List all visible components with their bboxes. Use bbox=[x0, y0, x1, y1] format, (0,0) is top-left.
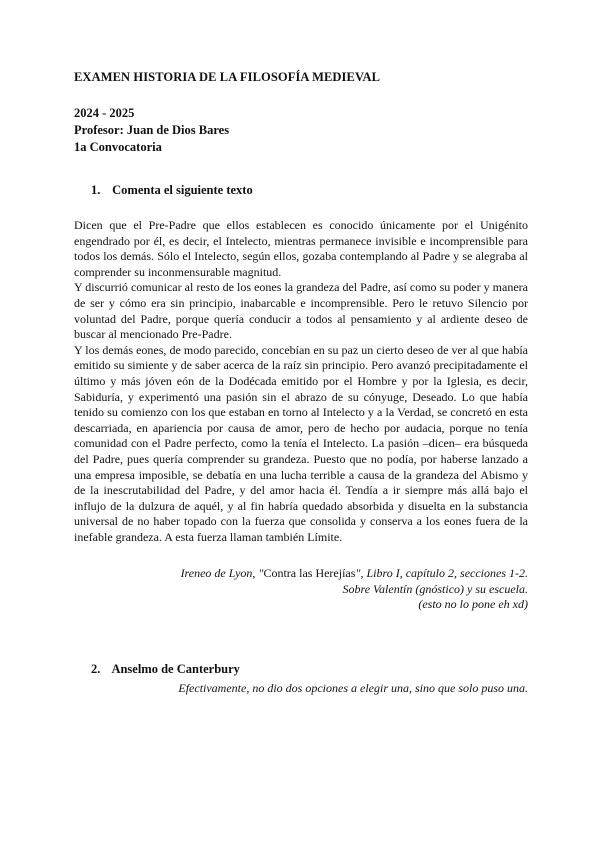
citation-work: Contra las Herejías bbox=[263, 566, 356, 580]
source-paragraph: Y los demás eones, de modo parecido, concebían en su paz un cierto deseo de ver al que había emitido su simiente y de saber acerca de la raíz sin principio. Pero avanzó precipitadamente el último y más jóven eón de la Dodécada emitido por el Hombre y por la Iglesia, es decir, Sabiduría, y experimentó una pasión sin el abrazo de su cónyuge, Deseado. Lo que había tenido su comienzo con los que estaban en torno al Intelecto y a la Verdad, se concretó en esta descarriada, en apariencia por causa de amor, pero de hecho por audacia, porque no tenía comunidad con el Padre perfecto, como la tenía el Intelecto. La pasión –dicen– era búsqueda del Padre, pues quería comprender su grandeza. Puesto que no podía, por haberse lanzado a una empresa imposible, se debatía en una lucha terrible a causa de la grandeza del Abismo y de la inescrutabilidad del Padre, y del amor hacia él. Tendía a ir siempre más allá bajo el influjo de la dulzura de aquél, y al fin habría quedado absorbida y disuelta en la substancia universal de no haber topado con la fuerza que consolida y conserva a los eones fuera de la inefable grandeza. A esta fuerza llaman también Límite. bbox=[74, 342, 528, 544]
citation-line-2: Sobre Valentín (gnóstico) y su escuela. bbox=[342, 581, 528, 596]
academic-year: 2024 - 2025 bbox=[74, 106, 135, 120]
exam-title: EXAMEN HISTORIA DE LA FILOSOFÍA MEDIEVAL bbox=[74, 70, 381, 84]
section-2-number: 2. bbox=[91, 662, 101, 676]
section-2-title: Anselmo de Canterbury bbox=[111, 662, 240, 676]
section-1-heading bbox=[91, 183, 253, 198]
source-text bbox=[74, 218, 528, 545]
source-paragraph: Dicen que el Pre-Padre que ellos establecen es conocido únicamente por el Unigénito engendrado por él, es decir, el Intelecto, mientras permanece invisible e incomprensible para todos los demás. Sólo el Intelecto, según ellos, gozaba contemplando al Padre y se alegraba al comprender su inconmensurable magnitud. bbox=[74, 218, 528, 279]
exam-meta bbox=[74, 105, 229, 156]
citation-line-3: (esto no lo pone eh xd) bbox=[418, 597, 528, 612]
source-citation bbox=[108, 566, 528, 613]
session-line: 1a Convocatoria bbox=[74, 140, 162, 154]
professor-line: Profesor: Juan de Dios Bares bbox=[74, 123, 230, 137]
source-paragraph: Y discurrió comunicar al resto de los eones la grandeza del Padre, así como su poder y manera de ser y cómo era sin principio, inabarcable e incomprensible. Pero le retuvo Silencio por voluntad del Padre, porque quería conducir a todos al pensamiento y al ardiente deseo de buscar al mencionado Pre-Padre. bbox=[74, 280, 528, 342]
section-1-number: 1. bbox=[91, 183, 101, 197]
section-2-heading bbox=[91, 662, 240, 677]
section-1-title: Comenta el siguiente texto bbox=[112, 183, 253, 197]
citation-line-1: Ireneo de Lyon, "Contra las Herejías", Libro I, capítulo 2, secciones 1-2. bbox=[180, 566, 528, 580]
anselm-quote: Efectivamente, no dio dos opciones a elegir una, sino que solo puso una. bbox=[178, 681, 528, 695]
